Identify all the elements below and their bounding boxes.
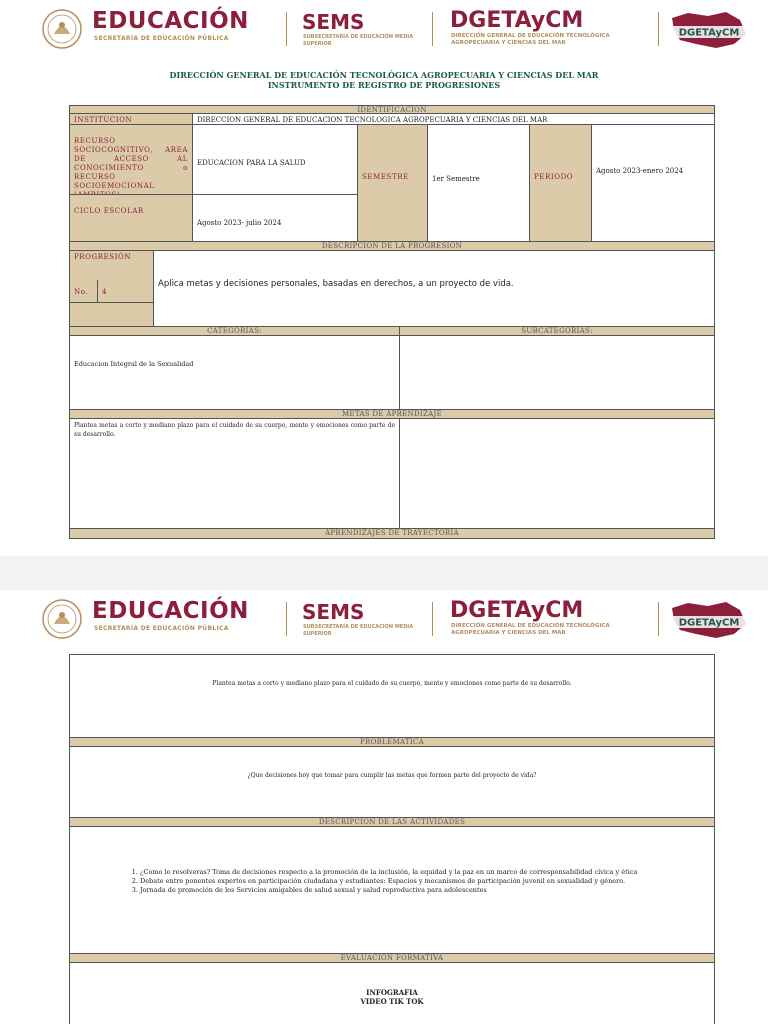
metas-header: METAS DE APRENDIZAJE — [69, 409, 715, 419]
actividades-list — [120, 868, 680, 895]
state-map-icon — [668, 600, 750, 640]
progresion-no-label: No. — [69, 280, 98, 303]
metas-text: Plantea metas a corto y mediano plazo para el cuidado de su cuerpo, mente y emociones como parte de su desarrollo. — [69, 418, 400, 529]
header-banner — [38, 598, 750, 640]
semestre-value: 1er Semestre — [427, 124, 530, 242]
dgetaycm-subtitle: DIRECCIÓN GENERAL DE EDUCACIÓN TECNOLÓGICA AGROPECUARIA Y CIENCIAS DEL MAR — [451, 623, 610, 636]
semestre-label: SEMESTRE — [357, 124, 428, 242]
aprendizajes-header: APRENDIZAJES DE TRAYECTORIA — [69, 528, 715, 539]
list-item: 1. ¿Como lo resolveras? Toma de decisiones respecto a la promoción de la inclusión, la equidad y la paz en un marco de corresponsabilidad cívica y ética — [140, 868, 680, 877]
evaluacion-header: EVALUACION FORMATIVA — [69, 953, 715, 963]
separator — [286, 602, 287, 636]
educacion-subtitle: SECRETARÍA DE EDUCACIÓN PÚBLICA — [94, 625, 229, 632]
list-item: 2. Debate entre ponentes expertos en participación ciudadana y estudiantes: Espacios y mecanismos de participación juvenil en sexualidad y género. — [140, 877, 680, 886]
institucion-label: INSTITUCION — [69, 113, 193, 125]
recurso-label: RECURSO SOCIOCOGNITIVO, AREA DE ACCESO AL CONOCIMIENTO o RECURSO SOCIOEMOCIONAL — [69, 124, 193, 195]
separator — [286, 12, 287, 46]
problematica-text: ¿Que decisiones hoy que tomar para cumplir las metas que formen parte del proyecto de vida? — [69, 746, 715, 818]
sems-subtitle: SUBSECRETARÍA DE EDUCACIÓN MEDIA SUPERIOR — [303, 34, 414, 47]
ciclo-escolar-label: CICLO ESCOLAR — [69, 194, 193, 242]
national-seal-icon — [38, 598, 86, 640]
state-logo — [668, 10, 750, 50]
state-map-icon — [668, 10, 750, 50]
list-item: 3. Jornada de promoción de los Servicios amigables de salud sexual y salud reproductiva para adolescentes — [140, 886, 680, 895]
identificacion-header: IDENTIFICACION — [69, 105, 715, 114]
metas-right-cell — [399, 418, 715, 529]
ciclo-escolar-value: Agosto 2023- julio 2024 — [192, 194, 358, 242]
institucion-value: DIRECCION GENERAL DE EDUCACION TECNOLOGICA AGROPECUARIA Y CIENCIAS DEL MAR — [192, 113, 715, 125]
evaluacion-item: INFOGRAFIA — [366, 988, 418, 997]
subcategoria-value — [399, 335, 715, 410]
separator — [658, 602, 659, 636]
document-title-line2: INSTRUMENTO DE REGISTRO DE PROGRESIONES — [267, 80, 501, 90]
problematica-header: PROBLEMATICA — [69, 737, 715, 747]
state-logo-text: DGETAyCM — [678, 617, 740, 629]
categorias-header: CATEGORIAS: — [69, 326, 400, 336]
progresion-label: PROGRESIÓN — [74, 253, 132, 261]
educacion-title: EDUCACIÓN — [92, 598, 249, 624]
categoria-value: Educacion Integral de la Sexualidad — [69, 335, 400, 410]
subcategorias-header: SUBCATEGORIAS: — [399, 326, 715, 336]
national-seal-icon — [38, 8, 86, 50]
educacion-title: EDUCACIÓN — [92, 8, 249, 34]
periodo-label: PERIODO — [529, 124, 592, 242]
actividades-header: DESCRIPCION DE LAS ACTIVIDADES — [69, 817, 715, 827]
separator — [432, 12, 433, 46]
educacion-subtitle: SECRETARÍA DE EDUCACIÓN PÚBLICA — [94, 35, 229, 42]
recurso-value: EDUCACION PARA LA SALUD — [192, 124, 358, 195]
dgetaycm-title: DGETAyCM — [450, 598, 584, 623]
evaluacion-item: VIDEO TIK TOK — [360, 997, 424, 1006]
state-logo-text: DGETAyCM — [678, 27, 740, 39]
progresion-header: DESCRIPCION DE LA PROGRESION — [69, 241, 715, 251]
sems-title: SEMS — [302, 10, 365, 34]
progresion-text: Aplica metas y decisiones personales, basadas en derechos, a un proyecto de vida. — [153, 250, 715, 327]
separator — [658, 12, 659, 46]
page2-metas-text: Plantea metas a corto y mediano plazo para el cuidado de su cuerpo, mente y emociones como parte de su desarrollo. — [69, 654, 715, 738]
sems-subtitle: SUBSECRETARÍA DE EDUCACIÓN MEDIA SUPERIOR — [303, 624, 414, 637]
dgetaycm-subtitle: DIRECCIÓN GENERAL DE EDUCACIÓN TECNOLÓGICA AGROPECUARIA Y CIENCIAS DEL MAR — [451, 33, 610, 46]
header-banner — [38, 8, 750, 50]
page-gap — [0, 556, 768, 590]
state-logo — [668, 600, 750, 640]
progresion-no-value: 4 — [97, 280, 154, 303]
periodo-value: Agosto 2023-enero 2024 — [591, 124, 715, 242]
dgetaycm-title: DGETAyCM — [450, 8, 584, 33]
document-title-line1: DIRECCIÓN GENERAL DE EDUCACIÓN TECNOLÓGICA AGROPECUARIA Y CIENCIAS DEL MAR — [169, 70, 599, 80]
separator — [432, 602, 433, 636]
sems-title: SEMS — [302, 600, 365, 624]
